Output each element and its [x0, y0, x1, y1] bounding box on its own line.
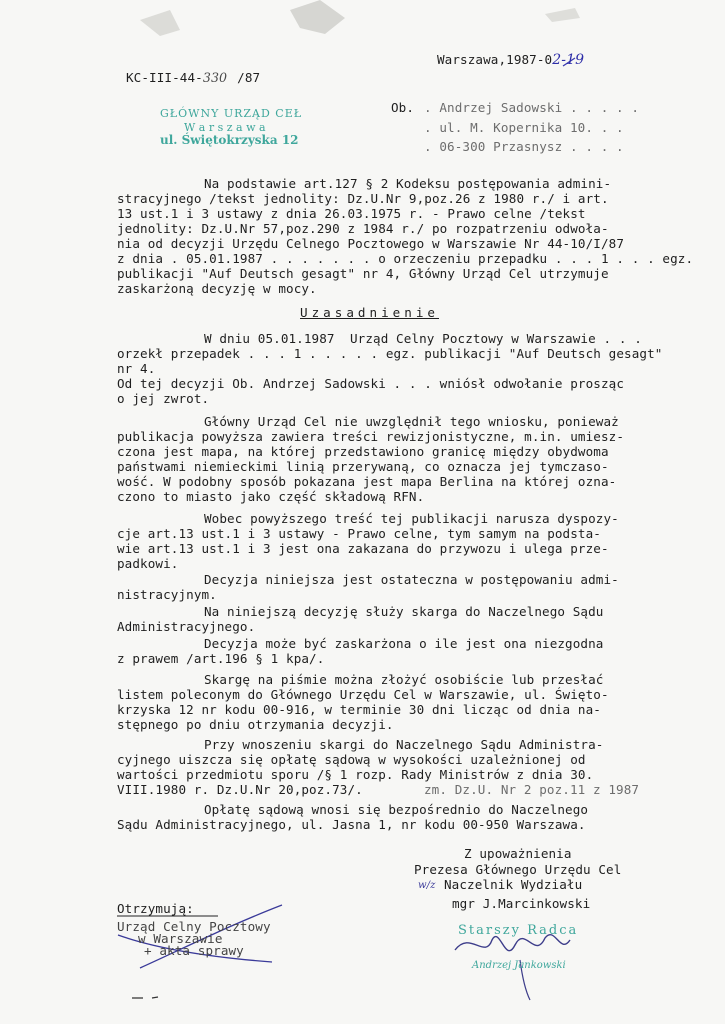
body-line: nistracyjnym. [117, 587, 217, 602]
body-line: W dniu 05.01.1987 Urząd Celny Pocztowy w Warszawie . . . [204, 331, 642, 346]
addressee-name: . Andrzej Sadowski . . . . . [424, 100, 640, 115]
intro-line: stracyjnego /tekst jednolity: Dz.U.Nr 9,poz.26 z 1980 r./ i art. [117, 191, 609, 206]
body-line: Opłatę sądową wnosi się bezpośrednio do Naczelnego [204, 802, 589, 817]
body-line: krzyska 12 nr kodu 00-916, w terminie 30 dni licząc od dnia na- [117, 702, 601, 717]
signature-line: Prezesa Głównego Urzędu Cel [414, 862, 622, 877]
office-stamp-line2: W a r s z a w a [184, 121, 266, 134]
addressee-street: . ul. M. Kopernika 10. . . [424, 120, 624, 135]
recipient-item: + akta sprawy [144, 943, 244, 958]
section-heading: Uzasadnienie [300, 305, 439, 320]
intro-line: nia od decyzji Urzędu Celnego Pocztowego w Warszawie Nr 44-10/I/87 [117, 236, 625, 251]
reference-number: KC-III-44-330 /87 [126, 70, 261, 85]
intro-line: z dnia . 05.01.1987 . . . . . . . o orzeczeniu przepadku . . . 1 . . . egz. [117, 251, 694, 266]
signature-line: Naczelnik Wydziału [444, 877, 583, 892]
recipients-label: Otrzymują: [117, 901, 194, 916]
signature-stamp-title: Starszy Radca [458, 923, 579, 938]
signature-line-prefix: w/z [418, 880, 436, 891]
reference-number-handwritten: 330 [202, 70, 228, 85]
signature-line: Z upoważnienia [464, 846, 572, 861]
body-line: orzekł przepadek . . . 1 . . . . . egz. publikacji "Auf Deutsch gesagt" [117, 346, 663, 361]
body-line: o jej zwrot. [117, 391, 210, 406]
body-line: Od tej decyzji Ob. Andrzej Sadowski . . . wniósł odwołanie prosząc [117, 376, 625, 391]
body-line: Na niniejszą decyzję służy skarga do Naczelnego Sądu [204, 604, 604, 619]
body-line: czono to miasto jako część składową RFN. [117, 489, 425, 504]
paper-tear-mark [545, 8, 580, 22]
amendment-note: zm. Dz.U. Nr 2 poz.11 z 1987 [424, 782, 640, 797]
body-line: VIII.1980 r. Dz.U.Nr 20,poz.73/. [117, 782, 363, 797]
signature-line: mgr J.Marcinkowski [452, 896, 591, 911]
body-line: czona jest mapa, na której przedstawiono granicę między obydwoma [117, 444, 609, 459]
intro-line: jednolity: Dz.U.Nr 57,poz.290 z 1984 r./ po rozpatrzeniu odwoła- [117, 221, 609, 236]
body-line: Główny Urząd Cel nie uwzględnił tego wniosku, ponieważ [204, 414, 619, 429]
intro-line: zaskarżoną decyzję w mocy. [117, 281, 317, 296]
body-line: padkowi. [117, 556, 179, 571]
paper-tear-mark [140, 10, 180, 36]
body-line: Skargę na piśmie można złożyć osobiście lub przesłać [204, 672, 604, 687]
body-line: Decyzja może być zaskarżona o ile jest ona niezgodna [204, 636, 604, 651]
office-stamp-line3: ul. Świętokrzyska 12 [160, 133, 299, 147]
date-handwritten: 2-19 [552, 52, 585, 68]
intro-line: Na podstawie art.127 § 2 Kodeksu postępowania admini- [204, 176, 612, 191]
place-date: Warszawa,1987-02-19 [437, 52, 585, 68]
body-line: listem poleconym do Głównego Urzędu Cel w Warszawie, ul. Święto- [117, 687, 609, 702]
body-line: Decyzja niniejsza jest ostateczna w postępowaniu admi- [204, 572, 619, 587]
body-line: cyjnego uiszcza się opłatę sądową w wysokości uzależnionej od [117, 752, 586, 767]
body-line: z prawem /art.196 § 1 kpa/. [117, 651, 325, 666]
body-line: stępnego po dniu otrzymania decyzji. [117, 717, 394, 732]
body-line: wość. W podobny sposób pokazana jest mapa Berlina na której ozna- [117, 474, 617, 489]
paper-tear-mark [290, 0, 345, 34]
addressee-prefix: Ob. [391, 100, 415, 115]
intro-line: publikacji "Auf Deutsch gesagt" nr 4, Główny Urząd Cel utrzymuje [117, 266, 609, 281]
body-line: cje art.13 ust.1 i 3 ustawy - Prawo celne, tym samym na podsta- [117, 526, 601, 541]
body-line: publikacja powyższa zawiera treści rewizjonistyczne, m.in. umiesz- [117, 429, 625, 444]
body-line: wartości przedmiotu sporu /§ 1 rozp. Rady Ministrów z dnia 30. [117, 767, 594, 782]
recipient-item: Urząd Celny Pocztowy [117, 919, 271, 934]
body-line: Przy wnoszeniu skargi do Naczelnego Sądu Administra- [204, 737, 604, 752]
margin-mark [132, 997, 158, 998]
office-stamp-line1: GŁÓWNY URZĄD CEŁ [160, 107, 303, 120]
body-line: Administracyjnego. [117, 619, 256, 634]
body-line: Sądu Administracyjnego, ul. Jasna 1, nr kodu 00-950 Warszawa. [117, 817, 586, 832]
signature-stamp-name: Andrzej Jankowski [472, 960, 566, 971]
body-line: wie art.13 ust.1 i 3 jest ona zakazana do przywozu i ulega prze- [117, 541, 609, 556]
body-line: państwami niemieckimi linią przerywaną, co oznacza jej tymczaso- [117, 459, 609, 474]
body-line: nr 4. [117, 361, 156, 376]
intro-line: 13 ust.1 i 3 ustawy z dnia 26.03.1975 r. - Prawo celne /tekst [117, 206, 586, 221]
recipient-item: w Warszawie [138, 931, 223, 946]
addressee-city: . 06-300 Przasnysz . . . . [424, 139, 624, 154]
body-line: Wobec powyższego treść tej publikacji narusza dyspozy- [204, 511, 619, 526]
